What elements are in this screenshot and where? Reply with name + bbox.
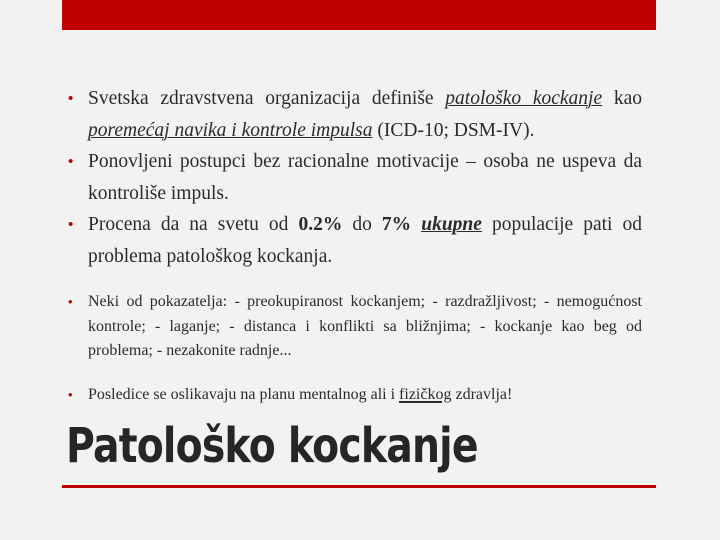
bullet-text: Ponovljeni postupci bez racionalne motivacije – osoba ne uspeva da kontroliše impuls. bbox=[88, 151, 642, 204]
slide-body bbox=[68, 83, 642, 407]
bullet-indicators bbox=[68, 290, 642, 364]
bullet-consequences bbox=[68, 383, 642, 408]
bullet-text: Posledice se oslikavaju na planu mentalnog ali i bbox=[88, 385, 400, 403]
bullet-marker: • bbox=[68, 386, 73, 402]
bullet-text: Procena da na svetu od bbox=[88, 214, 299, 235]
bullet-marker: • bbox=[68, 294, 73, 309]
title-underline-rule bbox=[62, 485, 656, 488]
bullet-text: Neki od pokazatelja: - preokupiranost kockanjem; - razdražljivost; - nemogućnost kontrole; - laganje; - distanca i konflikti sa bližnjima; - kockanje kao beg od problema; - nezakonite radnje... bbox=[88, 293, 642, 359]
bullet-prevalence bbox=[68, 209, 642, 272]
bullet-strong: 7% bbox=[381, 214, 412, 235]
bullet-emphasis: patološko kockanje bbox=[445, 88, 603, 109]
bullet-emphasis: poremećaj navika i kontrole impulsa bbox=[88, 119, 373, 141]
bullet-emphasis: ukupne bbox=[421, 214, 482, 235]
bullet-text: zdravlja! bbox=[451, 385, 513, 403]
bullet-underlined-word: fizičkog bbox=[399, 385, 452, 403]
bullet-marker: • bbox=[68, 90, 74, 107]
bullet-text: Svetska zdravstvena organizacija definiše bbox=[88, 88, 446, 109]
bullet-text: populacije pati od problema patološkog kockanja. bbox=[88, 214, 642, 267]
bullet-text: do bbox=[342, 214, 382, 235]
slide-title: Patološko kockanje bbox=[66, 418, 478, 474]
bullet-text bbox=[411, 214, 421, 235]
bullet-repeated-actions bbox=[68, 146, 642, 209]
bullet-who-definition bbox=[68, 83, 642, 146]
bullet-marker: • bbox=[68, 153, 74, 170]
bullet-marker: • bbox=[68, 216, 74, 233]
bullet-text: kao bbox=[602, 88, 643, 109]
bullet-strong: 0.2% bbox=[298, 214, 343, 235]
top-accent-bar bbox=[62, 0, 656, 30]
bullet-text: (ICD-10; DSM-IV). bbox=[372, 119, 535, 141]
